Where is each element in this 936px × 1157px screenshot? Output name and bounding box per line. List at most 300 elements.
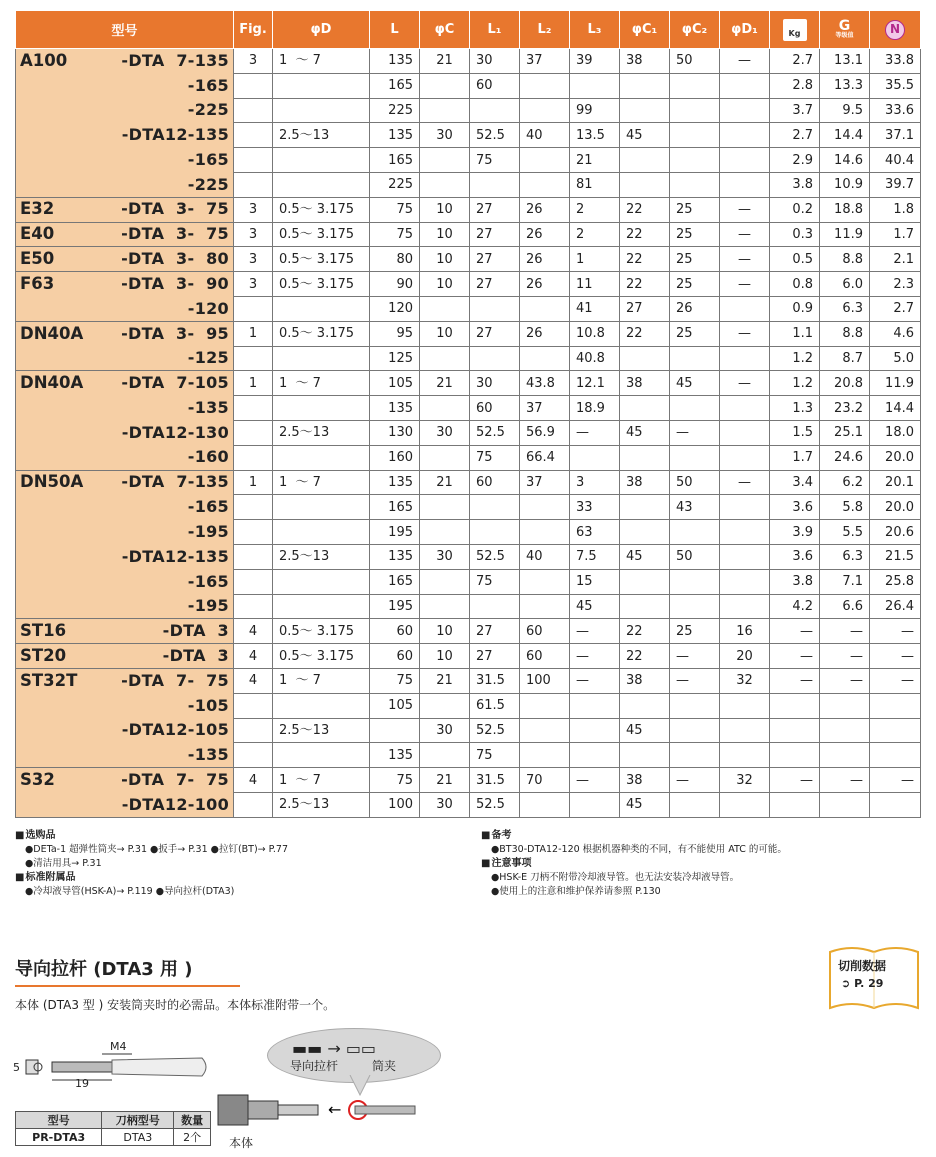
cutting-data-label: 切削数据 (838, 959, 887, 973)
cell-fig (234, 396, 273, 421)
cell-c1: 38 (620, 470, 670, 495)
cell-d: 1 ～ 7 (273, 668, 370, 693)
cell-n: — (870, 668, 921, 693)
small-cell: PR-DTA3 (16, 1129, 102, 1146)
model-suffix: -DTA 3- 75 (121, 199, 229, 219)
cell-l3: 2 (570, 222, 620, 247)
cell-d (273, 445, 370, 470)
model-cell (16, 98, 234, 123)
cell-l2: 70 (520, 768, 570, 793)
cell-fig (234, 495, 273, 520)
model-cell (16, 272, 234, 297)
cell-g: — (820, 668, 870, 693)
cell-d1: — (720, 470, 770, 495)
cell-kg: 0.5 (770, 247, 820, 272)
model-name: E32 (20, 199, 55, 219)
cell-kg: 2.9 (770, 148, 820, 173)
cell-c2: — (670, 768, 720, 793)
cell-l2 (520, 98, 570, 123)
caution-line: ●HSK-E 刀柄不附带冷却液导管。也无法安装冷却液导管。 (491, 872, 740, 883)
cell-d: 0.5～ 3.175 (273, 619, 370, 644)
model-suffix: -DTA 7-135 (121, 50, 229, 70)
cell-g: 14.6 (820, 148, 870, 173)
cell-kg: 1.3 (770, 396, 820, 421)
cell-l: 95 (370, 321, 420, 346)
optional-title: ■ 选购品 (15, 829, 288, 843)
cell-l3: — (570, 768, 620, 793)
standard-line: ●冷却液导管(HSK-A)→ P.119 ●导向拉杆(DTA3) (25, 886, 235, 897)
table-row (16, 148, 921, 173)
model-suffix: -DTA12-135 (121, 546, 229, 566)
cell-fig (234, 148, 273, 173)
spec-table (15, 10, 921, 818)
cell-c1: 38 (620, 668, 670, 693)
model-cell (16, 222, 234, 247)
cell-d1: — (720, 321, 770, 346)
small-col-model: 型号 (16, 1112, 102, 1129)
cell-l2: 43.8 (520, 371, 570, 396)
cell-g: 5.5 (820, 520, 870, 545)
cell-l3: 18.9 (570, 396, 620, 421)
cell-kg (770, 718, 820, 743)
cell-l2 (520, 743, 570, 768)
model-suffix: -195 (187, 522, 229, 542)
cell-d1: — (720, 222, 770, 247)
model-name: E40 (20, 224, 55, 244)
cell-n: 26.4 (870, 594, 921, 619)
cell-d1 (720, 396, 770, 421)
caution-title: ■ 注意事项 (481, 857, 787, 871)
cell-c (420, 172, 470, 197)
cell-l2: 26 (520, 272, 570, 297)
cell-l: 135 (370, 743, 420, 768)
standard-title: ■ 标准附属品 (15, 871, 288, 885)
cell-l1: 75 (470, 569, 520, 594)
cell-d1: — (720, 272, 770, 297)
model-suffix: -DTA 3- 90 (121, 274, 229, 294)
cell-d1 (720, 420, 770, 445)
cell-g: 24.6 (820, 445, 870, 470)
cell-kg: 2.7 (770, 49, 820, 74)
table-row (16, 544, 921, 569)
cell-l2: 26 (520, 321, 570, 346)
cell-c2 (670, 445, 720, 470)
cell-l1 (470, 346, 520, 371)
model-name: DN50A (20, 472, 84, 492)
cell-kg: 4.2 (770, 594, 820, 619)
cell-d1 (720, 445, 770, 470)
cell-c1: 45 (620, 718, 670, 743)
cell-c (420, 396, 470, 421)
cell-d1: 20 (720, 644, 770, 669)
cell-c (420, 743, 470, 768)
cell-l2 (520, 569, 570, 594)
col-c1: φC₁ (620, 11, 670, 49)
table-row (16, 619, 921, 644)
model-suffix: -160 (187, 447, 229, 467)
cell-c (420, 148, 470, 173)
cell-g: 6.2 (820, 470, 870, 495)
cell-l: 105 (370, 693, 420, 718)
col-weight (770, 11, 820, 49)
cell-c: 21 (420, 371, 470, 396)
cell-d: 1 ～ 7 (273, 470, 370, 495)
cell-l1 (470, 98, 520, 123)
cell-c (420, 569, 470, 594)
cell-g: 8.8 (820, 321, 870, 346)
small-cell: DTA3 (102, 1129, 174, 1146)
model-suffix: -105 (187, 695, 229, 715)
cell-l: 135 (370, 123, 420, 148)
n-icon: N (885, 20, 905, 40)
cell-d1 (720, 569, 770, 594)
cell-l: 195 (370, 520, 420, 545)
cell-c1 (620, 73, 670, 98)
cell-c2: — (670, 420, 720, 445)
cell-fig: 3 (234, 49, 273, 74)
cell-l1: 75 (470, 445, 520, 470)
model-cell (16, 247, 234, 272)
table-row (16, 470, 921, 495)
cell-l1: 27 (470, 197, 520, 222)
table-row (16, 272, 921, 297)
cell-c2: 45 (670, 371, 720, 396)
cell-l3: 15 (570, 569, 620, 594)
cell-l: 90 (370, 272, 420, 297)
cell-d: 0.5～ 3.175 (273, 321, 370, 346)
cell-l: 120 (370, 296, 420, 321)
cell-c2: — (670, 644, 720, 669)
cell-l3: 63 (570, 520, 620, 545)
cell-l1: 30 (470, 49, 520, 74)
cell-l1: 52.5 (470, 718, 520, 743)
cell-c1: 45 (620, 544, 670, 569)
cell-n (870, 718, 921, 743)
cell-c1 (620, 445, 670, 470)
table-row (16, 1112, 211, 1129)
remark-title: ■ 备考 (481, 829, 787, 843)
cell-l2 (520, 693, 570, 718)
header-row (16, 11, 921, 49)
cell-c2: 25 (670, 247, 720, 272)
cell-c: 30 (420, 420, 470, 445)
cell-d1 (720, 73, 770, 98)
col-g (820, 11, 870, 49)
cell-l1 (470, 594, 520, 619)
cell-fig (234, 123, 273, 148)
cell-c1 (620, 148, 670, 173)
model-cell (16, 148, 234, 173)
cell-c2: 43 (670, 495, 720, 520)
model-cell (16, 371, 234, 396)
cell-g: 6.3 (820, 544, 870, 569)
cell-c1 (620, 495, 670, 520)
cell-g: 6.6 (820, 594, 870, 619)
model-cell (16, 420, 234, 445)
cell-c2: 25 (670, 197, 720, 222)
cell-l1: 52.5 (470, 123, 520, 148)
cell-n: 5.0 (870, 346, 921, 371)
model-suffix: -135 (187, 398, 229, 418)
arrow-circle-icon: ➲ (841, 977, 851, 990)
cell-c: 21 (420, 668, 470, 693)
cell-l3: 41 (570, 296, 620, 321)
col-l: L (370, 11, 420, 49)
cell-kg: — (770, 619, 820, 644)
table-row (16, 222, 921, 247)
model-cell (16, 172, 234, 197)
cell-n: 20.0 (870, 445, 921, 470)
model-cell (16, 396, 234, 421)
cell-l (370, 718, 420, 743)
cell-l: 195 (370, 594, 420, 619)
cell-c1: 45 (620, 420, 670, 445)
cell-fig (234, 743, 273, 768)
weight-icon: Kg (783, 19, 807, 41)
model-name: DN40A (20, 323, 84, 343)
cell-l2 (520, 594, 570, 619)
model-cell (16, 123, 234, 148)
model-suffix: -DTA 3 (162, 620, 229, 640)
cell-fig (234, 544, 273, 569)
cell-l1 (470, 172, 520, 197)
cell-l1 (470, 296, 520, 321)
cell-d1: 32 (720, 668, 770, 693)
cell-g: 8.7 (820, 346, 870, 371)
cell-l3: 45 (570, 594, 620, 619)
table-row (16, 396, 921, 421)
cell-d: 1 ～ 7 (273, 49, 370, 74)
cell-l3: 11 (570, 272, 620, 297)
pull-rod-table (15, 1111, 211, 1146)
cell-l3: 40.8 (570, 346, 620, 371)
cell-kg (770, 693, 820, 718)
cell-d (273, 594, 370, 619)
model-name: ST16 (20, 620, 67, 640)
table-row (16, 346, 921, 371)
cell-c2: 26 (670, 296, 720, 321)
cell-fig (234, 594, 273, 619)
remark-line: ●BT30-DTA12-120 根据机器种类的不同，有不能使用 ATC 的可能。 (491, 844, 787, 855)
cell-fig (234, 445, 273, 470)
bubble-collet: 筒夹 (372, 1059, 397, 1073)
model-suffix: -DTA 7-135 (121, 472, 229, 492)
cell-g: — (820, 619, 870, 644)
cell-g: 13.1 (820, 49, 870, 74)
cell-fig: 4 (234, 644, 273, 669)
model-name: ST20 (20, 645, 67, 665)
model-suffix: -DTA12-130 (121, 422, 229, 442)
cell-c2 (670, 792, 720, 817)
cell-kg: 0.3 (770, 222, 820, 247)
cell-d: 1 ～ 7 (273, 371, 370, 396)
cell-fig: 4 (234, 619, 273, 644)
cell-fig: 4 (234, 768, 273, 793)
cell-l1: 60 (470, 73, 520, 98)
cell-c: 10 (420, 644, 470, 669)
cell-l2: 56.9 (520, 420, 570, 445)
dim-m4: M4 (110, 1040, 127, 1053)
cell-l3: 39 (570, 49, 620, 74)
cell-g: 13.3 (820, 73, 870, 98)
model-suffix: -DTA 3- 75 (121, 224, 229, 244)
cell-n: 4.6 (870, 321, 921, 346)
cell-l2 (520, 520, 570, 545)
cell-l3 (570, 743, 620, 768)
table-row (16, 296, 921, 321)
cell-l: 165 (370, 569, 420, 594)
col-c2: φC₂ (670, 11, 720, 49)
model-cell (16, 644, 234, 669)
cell-l1: 27 (470, 321, 520, 346)
cell-c1: 38 (620, 768, 670, 793)
cell-n: 1.7 (870, 222, 921, 247)
cell-g: 11.9 (820, 222, 870, 247)
cell-l: 130 (370, 420, 420, 445)
cell-l2: 40 (520, 123, 570, 148)
cell-l: 225 (370, 98, 420, 123)
cell-g: 6.0 (820, 272, 870, 297)
cell-c2 (670, 520, 720, 545)
cell-l3: — (570, 668, 620, 693)
small-col-qty: 数量 (174, 1112, 211, 1129)
model-name: F63 (20, 274, 55, 294)
cell-g: 5.8 (820, 495, 870, 520)
cell-l: 165 (370, 495, 420, 520)
cell-l2: 37 (520, 470, 570, 495)
cell-kg: 2.7 (770, 123, 820, 148)
cutting-data-link[interactable] (828, 944, 920, 1010)
caution-line: ●使用上的注意和维护保养请参照 P.130 (491, 886, 661, 897)
table-row (16, 445, 921, 470)
cell-g: 14.4 (820, 123, 870, 148)
model-cell (16, 495, 234, 520)
cell-l3: 1 (570, 247, 620, 272)
table-row (16, 321, 921, 346)
cell-g (820, 718, 870, 743)
model-suffix: -225 (187, 174, 229, 194)
cell-fig: 3 (234, 272, 273, 297)
cell-l: 160 (370, 445, 420, 470)
cell-kg: 3.6 (770, 544, 820, 569)
cell-c2 (670, 73, 720, 98)
cell-d1 (720, 296, 770, 321)
cell-d (273, 569, 370, 594)
cell-n: 11.9 (870, 371, 921, 396)
cell-g: — (820, 768, 870, 793)
cell-l3: 99 (570, 98, 620, 123)
cell-c1: 22 (620, 644, 670, 669)
cell-c: 10 (420, 619, 470, 644)
model-cell (16, 792, 234, 817)
model-suffix: -165 (187, 497, 229, 517)
cell-d: 2.5～13 (273, 792, 370, 817)
cell-c (420, 693, 470, 718)
table-row (16, 792, 921, 817)
cell-n: 21.5 (870, 544, 921, 569)
cell-c2 (670, 569, 720, 594)
cell-d1: — (720, 247, 770, 272)
cell-l3 (570, 73, 620, 98)
cell-c1 (620, 693, 670, 718)
model-cell (16, 445, 234, 470)
table-row (16, 1129, 211, 1146)
notes-right (481, 829, 787, 899)
model-name: A100 (20, 50, 68, 70)
cell-l: 125 (370, 346, 420, 371)
cell-c2: 25 (670, 272, 720, 297)
cell-d (273, 172, 370, 197)
dim-5: 5 (13, 1061, 20, 1074)
model-cell (16, 619, 234, 644)
small-col-holder: 刀柄型号 (102, 1112, 174, 1129)
cell-kg: 0.2 (770, 197, 820, 222)
model-suffix: -DTA 7-105 (121, 373, 229, 393)
cell-n: 39.7 (870, 172, 921, 197)
cell-fig (234, 569, 273, 594)
cell-n: — (870, 644, 921, 669)
model-suffix: -DTA12-135 (121, 125, 229, 145)
cell-c2: 25 (670, 321, 720, 346)
model-cell (16, 520, 234, 545)
cell-d (273, 396, 370, 421)
cell-g: 20.8 (820, 371, 870, 396)
cell-l2: 60 (520, 644, 570, 669)
cell-fig (234, 346, 273, 371)
cell-d1 (720, 495, 770, 520)
cell-fig (234, 792, 273, 817)
cell-d1 (720, 743, 770, 768)
cell-d: 0.5～ 3.175 (273, 197, 370, 222)
model-suffix: -DTA 3- 95 (121, 323, 229, 343)
model-cell (16, 321, 234, 346)
cell-kg: 3.8 (770, 569, 820, 594)
cell-kg: 3.7 (770, 98, 820, 123)
optional-line: ●DETa-1 超弹性筒夹→ P.31 ●扳手→ P.31 ●拉钉(BT)→ P.77 (25, 844, 289, 855)
cell-kg (770, 743, 820, 768)
cell-l3: 10.8 (570, 321, 620, 346)
cell-d (273, 98, 370, 123)
model-cell (16, 594, 234, 619)
cell-d: 0.5～ 3.175 (273, 644, 370, 669)
cell-d: 2.5～13 (273, 544, 370, 569)
svg-text:←: ← (328, 1100, 342, 1119)
model-cell (16, 668, 234, 693)
cell-g: 7.1 (820, 569, 870, 594)
cell-l: 75 (370, 222, 420, 247)
cell-d1 (720, 172, 770, 197)
cell-kg: 1.5 (770, 420, 820, 445)
cell-g: — (820, 644, 870, 669)
table-row (16, 495, 921, 520)
table-row (16, 594, 921, 619)
dim-19: 19 (75, 1077, 89, 1090)
cell-n: 2.7 (870, 296, 921, 321)
cell-c2: 50 (670, 470, 720, 495)
cell-l: 135 (370, 544, 420, 569)
cell-l1: 60 (470, 396, 520, 421)
cell-fig (234, 420, 273, 445)
table-row (16, 668, 921, 693)
model-name: E50 (20, 249, 55, 269)
cell-kg: — (770, 768, 820, 793)
cell-l: 60 (370, 644, 420, 669)
cell-c (420, 445, 470, 470)
cell-c1: 22 (620, 222, 670, 247)
cell-d: 2.5～13 (273, 123, 370, 148)
cell-l1: 27 (470, 272, 520, 297)
table-row (16, 718, 921, 743)
